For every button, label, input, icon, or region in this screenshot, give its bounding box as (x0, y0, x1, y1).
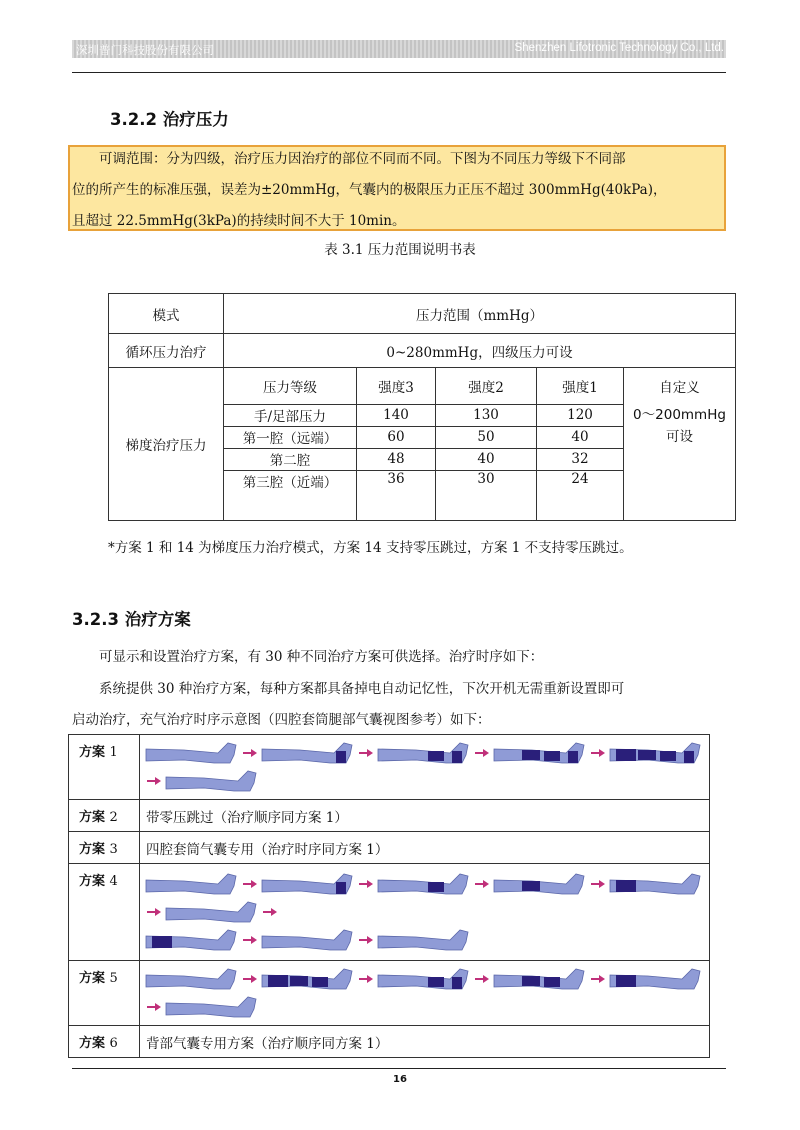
plan-number: 6 (109, 1036, 118, 1051)
plan-text: 四腔套筒气囊专用（治疗时序同方案 1） (140, 832, 710, 864)
leg-icon (492, 965, 588, 993)
leg-icon (608, 870, 704, 898)
leg-icon (492, 870, 588, 898)
sequence-arrow-icon (591, 974, 605, 984)
plan-number: 3 (109, 842, 118, 857)
plan-number: 4 (109, 874, 118, 889)
leg-icon (492, 739, 588, 767)
inflated-chamber (452, 751, 462, 763)
plan-word: 方案 (79, 971, 106, 986)
value-cell: 48 (357, 448, 436, 470)
plan-word: 方案 (79, 810, 106, 825)
value-cell: 140 (357, 404, 436, 426)
leg-icon (608, 965, 704, 993)
pressure-paragraph (72, 144, 732, 237)
value-cell: 130 (436, 404, 537, 426)
pressure-table (108, 293, 736, 521)
cycle-value: 0~280mmHg，四级压力可设 (224, 334, 736, 368)
plan-number: 2 (109, 810, 118, 825)
value-cell: 60 (357, 426, 436, 448)
para-line: 可调范围：分为四级，治疗压力因治疗的部位不同而不同。下图为不同压力等级下不同部 (72, 151, 626, 167)
header-company-cn: 深圳普门科技股份有限公司 (76, 43, 214, 57)
sequence-arrow-icon (359, 974, 373, 984)
plans-description (72, 674, 732, 736)
gradient-mode: 梯度治疗压力 (109, 368, 224, 521)
inflated-chamber (268, 975, 288, 987)
value-cell: 40 (537, 426, 624, 448)
plan-label (69, 961, 140, 1026)
value-cell: 50 (436, 426, 537, 448)
plans-intro: 可显示和设置治疗方案，有 30 种不同治疗方案可供选择。治疗时序如下： (72, 649, 544, 665)
value-cell: 40 (436, 448, 537, 470)
leg-icon (376, 965, 472, 993)
leg-sequence (144, 739, 705, 795)
sub-header: 强度2 (436, 368, 537, 404)
custom-line: 可设 (666, 429, 693, 445)
table-caption: 表 3.1 压力范围说明书表 (324, 242, 476, 258)
plan-word: 方案 (79, 1036, 106, 1051)
section-title-322: 3.2.2 治疗压力 (110, 110, 229, 129)
plan-label (69, 1026, 140, 1058)
sequence-arrow-icon (359, 748, 373, 758)
leg-sequence (144, 965, 705, 1021)
header-company-en: Shenzhen Lifotronic Technology Co., Ltd. (514, 42, 724, 54)
plan-label (69, 832, 140, 864)
inflated-chamber (336, 882, 346, 894)
leg-icon (376, 926, 472, 954)
leg-icon (144, 965, 240, 993)
level-label: 第一腔（远端） (224, 426, 357, 448)
sequence-arrow-icon (243, 748, 257, 758)
sequence-arrow-icon (475, 748, 489, 758)
plan-text: 带零压跳过（治疗顺序同方案 1） (140, 800, 710, 832)
plan-4-diagram (140, 864, 710, 961)
cycle-mode: 循环压力治疗 (109, 334, 224, 368)
inflated-chamber (452, 977, 462, 989)
inflated-chamber (684, 751, 694, 763)
leg-icon (144, 739, 240, 767)
para-line: 且超过 22.5mmHg(3kPa)的持续时间不大于 10min。 (72, 213, 406, 229)
sequence-arrow-icon (243, 974, 257, 984)
leg-icon (260, 926, 356, 954)
custom-cell (624, 404, 736, 520)
inflated-chamber (568, 751, 578, 763)
level-label: 第二腔 (224, 448, 357, 470)
gradient-subtable (224, 368, 735, 520)
sequence-arrow-icon (147, 907, 161, 917)
custom-line: 0～200mmHg (633, 407, 726, 423)
leg-icon (260, 965, 356, 993)
plan-label (69, 735, 140, 800)
plan-5-diagram (140, 961, 710, 1026)
plans-table (68, 734, 710, 1058)
plan-word: 方案 (79, 874, 106, 889)
inflated-chamber (336, 751, 346, 763)
para-line: 系统提供 30 种治疗方案，每种方案都具备掉电自动记忆性，下次开机无需重新设置即可 (72, 681, 625, 697)
sequence-arrow-icon (147, 776, 161, 786)
inflated-chamber (660, 751, 676, 761)
sequence-arrow-icon (263, 907, 277, 917)
sequence-arrow-icon (243, 879, 257, 889)
leg-icon (164, 767, 260, 795)
plan-word: 方案 (79, 842, 106, 857)
sequence-arrow-icon (359, 879, 373, 889)
plan-number: 1 (109, 745, 118, 760)
sequence-arrow-icon (359, 935, 373, 945)
leg-icon (164, 898, 260, 926)
sub-header: 强度1 (537, 368, 624, 404)
sub-header: 强度3 (357, 368, 436, 404)
inflated-chamber (544, 977, 560, 987)
inflated-chamber (428, 977, 444, 987)
leg-icon (608, 739, 704, 767)
section-title-323: 3.2.3 治疗方案 (72, 610, 191, 629)
inflated-chamber (616, 880, 636, 892)
inflated-chamber (616, 975, 636, 987)
level-label: 手/足部压力 (224, 404, 357, 426)
leg-sequence (144, 870, 705, 926)
inflated-chamber (290, 976, 308, 986)
inflated-chamber (152, 936, 172, 948)
leg-sequence (144, 926, 705, 954)
inflated-chamber (428, 751, 444, 761)
inflated-chamber (616, 749, 636, 761)
inflated-chamber (428, 882, 444, 892)
level-label: 第三腔（近端） (224, 470, 357, 520)
value-cell: 24 (537, 470, 624, 520)
sequence-arrow-icon (147, 1002, 161, 1012)
leg-icon (376, 739, 472, 767)
inflated-chamber (638, 750, 656, 760)
sequence-arrow-icon (591, 879, 605, 889)
plan-label (69, 800, 140, 832)
leg-icon (376, 870, 472, 898)
value-cell: 32 (537, 448, 624, 470)
value-cell: 120 (537, 404, 624, 426)
para-line: 启动治疗，充气治疗时序示意图（四腔套筒腿部气囊视图参考）如下： (72, 712, 491, 728)
inflated-chamber (522, 976, 540, 986)
sequence-arrow-icon (591, 748, 605, 758)
mode-header: 模式 (109, 294, 224, 334)
inflated-chamber (522, 881, 540, 891)
sub-header: 压力等级 (224, 368, 357, 404)
value-cell: 30 (436, 470, 537, 520)
plan-1-diagram (140, 735, 710, 800)
inflated-chamber (522, 750, 540, 760)
table-note: *方案 1 和 14 为梯度压力治疗模式，方案 14 支持零压跳过，方案 1 不支持零压跳过。 (108, 540, 633, 556)
sub-header: 自定义 (659, 380, 700, 396)
plan-label (69, 864, 140, 961)
sequence-arrow-icon (243, 935, 257, 945)
inflated-chamber (312, 977, 328, 987)
footer-divider (72, 1068, 726, 1069)
leg-icon (164, 993, 260, 1021)
leg-icon (144, 870, 240, 898)
para-line: 位的所产生的标准压强，误差为±20mmHg，气囊内的极限压力正压不超过 300mmHg(40kPa)， (72, 182, 667, 198)
plan-number: 5 (109, 971, 118, 986)
page-number: 16 (393, 1074, 407, 1085)
leg-icon (144, 926, 240, 954)
leg-icon (260, 739, 356, 767)
plan-text: 背部气囊专用方案（治疗顺序同方案 1） (140, 1026, 710, 1058)
sequence-arrow-icon (475, 974, 489, 984)
leg-icon (260, 870, 356, 898)
inflated-chamber (544, 751, 560, 761)
sequence-arrow-icon (475, 879, 489, 889)
range-header: 压力范围（mmHg） (224, 294, 736, 334)
value-cell: 36 (357, 470, 436, 520)
header-divider (72, 72, 726, 73)
plan-word: 方案 (79, 745, 106, 760)
